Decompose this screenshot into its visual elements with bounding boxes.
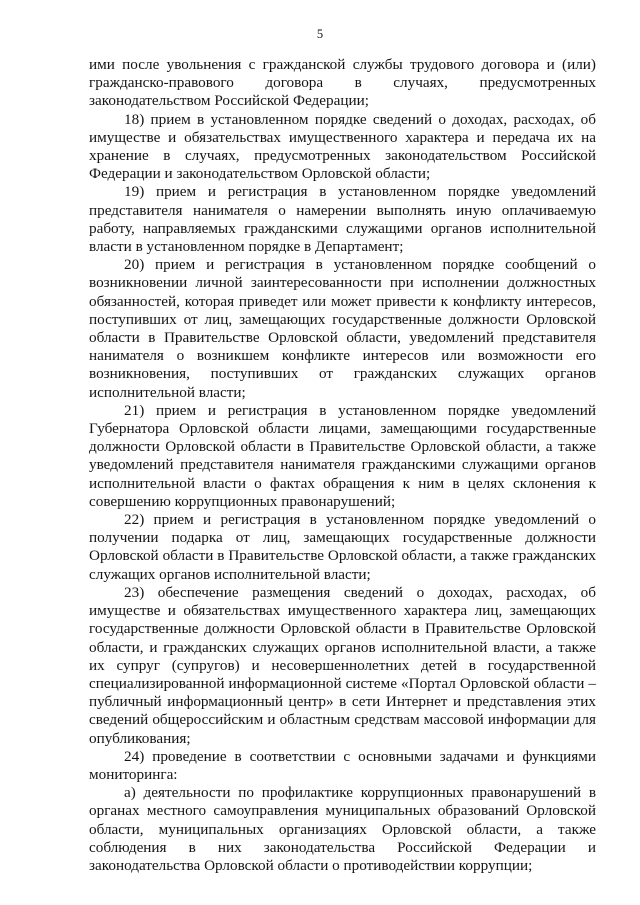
- paragraph-item-18: 18) прием в установленном порядке сведений о доходах, расходах, об имуществе и обязательствах имущественного характера и передача их на хранение в случаях, предусмотренных законодательством Российской Федерации и законодательством Орловской области;: [89, 110, 596, 183]
- paragraph-item-24: 24) проведение в соответствии с основными задачами и функциями мониторинга:: [89, 747, 596, 783]
- paragraph-item-21: 21) прием и регистрация в установленном порядке уведомлений Губернатора Орловской области лицами, замещающими государственные должности Орловской области в Правительстве Орловской области, а также уведомлений представителя нанимателя гражданскими служащими органов исполнительной власти о фактах обращения к ним в целях склонения к совершению коррупционных правонарушений;: [89, 401, 596, 510]
- paragraph-item-19: 19) прием и регистрация в установленном порядке уведомлений представителя нанимателя о намерении выполнять иную оплачиваемую работу, направляемых гражданскими служащими органов исполнительной власти в установленном порядке в Департамент;: [89, 183, 596, 256]
- document-body: [89, 56, 596, 875]
- paragraph-item-22: 22) прием и регистрация в установленном порядке уведомлений о получении подарка от лиц, замещающих государственные должности Орловской области в Правительстве Орловской области, а также гражданских служащих органов исполнительной власти;: [89, 511, 596, 583]
- page-number: 5: [316, 27, 324, 41]
- paragraph-continuation: ими после увольнения с гражданской службы трудового договора и (или) гражданско-правового договора в случаях, предусмотренных законодательством Российской Федерации;: [89, 56, 596, 110]
- paragraph-item-23: 23) обеспечение размещения сведений о доходах, расходах, об имуществе и обязательствах имущественного характера лиц, замещающих государственные должности Орловской области в Правительстве Орловской области, и гражданских служащих органов исполнительной власти, а также их супруг (супругов) и несовершеннолетних детей в государственной специализированной информационной системе «Портал Орловской области – публичный информационный центр» в сети Интернет и представления этих сведений общероссийским и областным средствам массовой информации для опубликования;: [89, 583, 596, 747]
- paragraph-item-20: 20) прием и регистрация в установленном порядке сообщений о возникновении личной заинтересованности при исполнении должностных обязанностей, которая приведет или может привести к конфликту интересов, поступивших от лиц, замещающих государственные должности Орловской области в Правительстве Орловской области, уведомлений представителя нанимателя о возникшем конфликте интересов или возможности его возникновения, поступивших от гражданских служащих органов исполнительной власти;: [89, 256, 596, 401]
- paragraph-subitem-a: а) деятельности по профилактике коррупционных правонарушений в органах местного самоуправления муниципальных образований Орловской области, муниципальных организациях Орловской области, а также соблюдения в них законодательства Российской Федерации и законодательства Орловской области о противодействии коррупции;: [89, 784, 596, 874]
